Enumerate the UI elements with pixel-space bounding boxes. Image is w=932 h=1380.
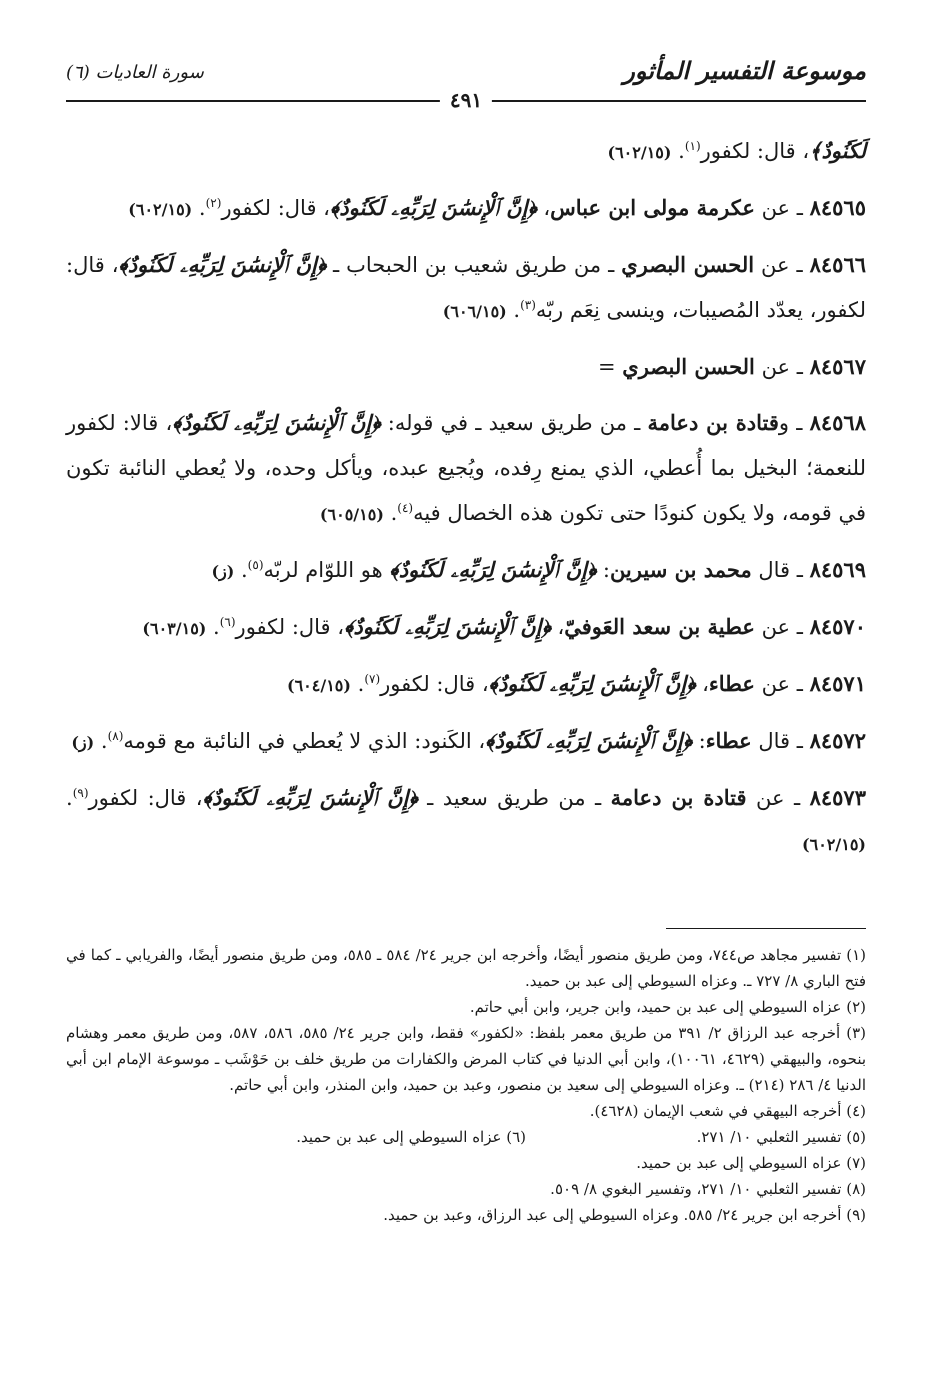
footnote-marker: (٦) (219, 615, 236, 629)
entry-text: ، قال: لكفور (88, 786, 203, 810)
narrator-name: الحسن البصري (622, 354, 755, 379)
source-reference: (٦٠٤/١٥) (286, 676, 351, 695)
narrator-name: الحسن البصري (621, 252, 755, 277)
footnote-7: (٧) عزاه السيوطي إلى عبد بن حميد. (636, 1154, 866, 1172)
footnote-6: (٦) عزاه السيوطي إلى عبد بن حميد. (296, 1128, 526, 1146)
footnote-2: (٢) عزاه السيوطي إلى عبد بن حميد، وابن جرير، وابن أبي حاتم. (469, 998, 866, 1016)
entry-text: . (206, 615, 220, 639)
entry-text: . (383, 501, 398, 525)
footnote-marker: (٨) (107, 729, 124, 743)
entry-text: . (506, 298, 521, 322)
footnote-marker: (٢) (205, 196, 222, 210)
entry-text: . (66, 786, 73, 810)
entry-text: . (350, 672, 365, 696)
entry-text: ، قالا: لكفور للنعمة؛ البخيل بما أُعطي، الذي يمنع رِفده، ويُجيع عبده، ويأكل وحده، ولا يُعطي النائبة تكون في قومه، ولا يكون كنودًا حتى تكون هذه الخصال فيه (66, 411, 866, 525)
quran-verse: ﴿إِنَّ ٱلْإِنسَٰنَ لِرَبِّهِۦ لَكَنُودٌ﴾ (202, 785, 418, 810)
entry-text: . (671, 139, 685, 163)
entry-text: . (192, 196, 206, 220)
footnote-8: (٨) تفسير الثعلبي ١٠/ ٢٧١، وتفسير البغوي ٨/ ٥٠٩. (550, 1180, 866, 1198)
quran-verse: لَكَنُودٌ﴾ (809, 138, 866, 163)
entry-text: ، قال: لكفور، يعدّد المُصيبات، وينسى نِعَم ربّه (66, 253, 866, 322)
entry-text: ـ عن (754, 196, 810, 220)
entry-text: = (597, 355, 623, 379)
entry-text: ، قال: لكفور (700, 139, 810, 163)
source-reference: (٦٠٢/١٥) (128, 200, 193, 219)
entry-text: ـ من طريق شعيب بن الحبحاب ـ (326, 253, 622, 277)
entry-text: ، (536, 196, 551, 220)
entry-number: ٨٤٥٦٩ (809, 557, 866, 582)
entry-text: ـ من طريق سعيد ـ (417, 786, 611, 810)
narration-entry (66, 344, 866, 390)
entry-number: ٨٤٥٦٥ (809, 195, 866, 220)
narration-entry (66, 128, 866, 175)
narration-entry (66, 661, 866, 708)
entry-text: ـ عن (754, 672, 810, 696)
source-reference: (٦٠٦/١٥) (442, 302, 507, 321)
entry-number: ٨٤٥٦٨ (809, 410, 866, 435)
entry-text: . (94, 729, 108, 753)
quran-verse: ﴿إِنَّ ٱلْإِنسَٰنَ لِرَبِّهِۦ لَكَنُودٌ﴾ (488, 671, 696, 696)
entry-text: ـ عن (754, 615, 810, 639)
entry-text: : (596, 558, 610, 582)
narrator-name: عكرمة مولى ابن عباس (550, 195, 755, 220)
footnote-4: (٤) أخرجه البيهقي في شعب الإيمان (٤٦٢٨). (589, 1102, 866, 1120)
main-text (66, 128, 866, 877)
narrator-name: عطاء (708, 671, 755, 696)
narrator-name: قتادة بن دعامة (610, 785, 747, 810)
footnote-marker: (٩) (72, 786, 89, 800)
footnote-marker: (٣) (520, 298, 536, 312)
footnotes (66, 942, 866, 1228)
entry-text: ، قال: لكفور (235, 615, 345, 639)
quran-verse: ﴿إِنَّ ٱلْإِنسَٰنَ لِرَبِّهِۦ لَكَنُودٌ﴾ (344, 614, 551, 639)
footnote-separator (666, 928, 866, 929)
footnote-marker: (٥) (247, 558, 264, 572)
footnote-9: (٩) أخرجه ابن جرير ٢٤/ ٥٨٥. وعزاه السيوطي إلى عبد الرزاق، وعبد بن حميد. (383, 1206, 866, 1224)
entry-text: ، قال: لكفور (221, 196, 330, 220)
narrator-name: محمد بن سيرين (609, 557, 752, 582)
quran-verse: ﴿إِنَّ ٱلْإِنسَٰنَ لِرَبِّهِۦ لَكَنُودٌ﴾ (329, 195, 537, 220)
book-title: موسوعة التفسير المأثور (623, 56, 866, 85)
entry-text: ـ عن (754, 355, 810, 379)
page-header (66, 40, 866, 110)
entry-text: ـ عن (754, 253, 810, 277)
entry-text: ـ قال (751, 729, 810, 753)
quran-verse: ﴿إِنَّ ٱلْإِنسَٰنَ لِرَبِّهِۦ لَكَنُودٌ﴾ (485, 728, 692, 753)
entry-text: ، (550, 615, 565, 639)
entry-number: ٨٤٥٧١ (809, 671, 866, 696)
source-reference: (٦٠٥/١٥) (319, 505, 384, 524)
entry-text: ـ قال (751, 558, 810, 582)
entry-number: ٨٤٥٧٢ (809, 728, 866, 753)
entry-text: ، قال: لكفور (380, 672, 489, 696)
page-number: ٤٩١ (440, 88, 492, 112)
narrator-name: عطاء (705, 728, 752, 753)
source-reference: (ز) (211, 562, 235, 581)
quran-verse: ﴿إِنَّ ٱلْإِنسَٰنَ لِرَبِّهِۦ لَكَنُودٌ﴾ (118, 252, 327, 277)
entry-number: ٨٤٥٧٣ (809, 785, 866, 810)
entry-text: : (691, 729, 706, 753)
entry-text: . (234, 558, 248, 582)
narration-entry (66, 718, 866, 765)
source-reference: (٦٠٢/١٥) (607, 143, 672, 162)
quran-verse: ﴿إِنَّ ٱلْإِنسَٰنَ لِرَبِّهِۦ لَكَنُودٌ﴾ (389, 557, 597, 582)
narrator-name: عطية بن سعد العَوفيّ (564, 614, 755, 639)
entry-number: ٨٤٥٦٧ (809, 354, 866, 379)
entry-text: ـ و (778, 411, 810, 435)
footnote-3: (٣) أخرجه عبد الرزاق ٢/ ٣٩١ من طريق معمر بلفظ: «لكفور» فقط، وابن جرير ٢٤/ ٥٨٥، ٥٨٦، ٥٨٧، ومن طريق معمر وهشام بنحوه، والبيهقي (٤٦٢٩، ١٠٠٦١)، وابن أبي الدنيا في كتاب المرض والكفارات من طريق خلف بن حَوْشَب ـ موسوعة الإمام ابن أبي الدنيا ٤/ ٢٨٦ (٢١٤) ـ. وعزاه السيوطي إلى سعيد بن منصور، وعبد بن حميد، وابن المنذر، وابن أبي حاتم. (66, 1024, 867, 1094)
narrator-name: قتادة بن دعامة (647, 410, 779, 435)
footnote-1: (١) تفسير مجاهد ص٧٤٤، ومن طريق منصور أيضًا، وأخرجه ابن جرير ٢٤/ ٥٨٤ ـ ٥٨٥، ومن طريق منصور أيضًا، والفريابي ـ كما في فتح الباري ٨/ ٧٢٧ ـ. وعزاه السيوطي إلى عبد بن حميد. (66, 946, 867, 990)
narration-entry (66, 775, 866, 867)
source-reference: (ز) (71, 733, 95, 752)
quran-verse: ﴿إِنَّ ٱلْإِنسَٰنَ لِرَبِّهِۦ لَكَنُودٌ﴾ (172, 410, 381, 435)
footnote-5: (٥) تفسير الثعلبي ١٠/ ٢٧١. (696, 1128, 866, 1146)
sura-label: سورة العاديات (٦) (66, 62, 204, 83)
entry-text: ، الكَنود: الذي لا يُعطي في النائبة مع قومه (123, 729, 486, 753)
source-reference: (٦٠٢/١٥) (802, 835, 866, 854)
entry-number: ٨٤٥٧٠ (809, 614, 866, 639)
entry-number: ٨٤٥٦٦ (809, 252, 867, 277)
source-reference: (٦٠٣/١٥) (142, 619, 207, 638)
footnote-marker: (١) (684, 139, 701, 153)
footnote-marker: (٧) (364, 672, 381, 686)
narration-entry (66, 604, 866, 651)
narration-entry (66, 400, 866, 537)
entry-text: ـ من طريق سعيد ـ في قوله: (380, 411, 648, 435)
footnote-row-5-6 (66, 1124, 866, 1150)
narration-entry (66, 547, 866, 594)
entry-text: ، (695, 672, 709, 696)
entry-text: هو اللوّام لربّه (263, 558, 390, 582)
narration-entry (66, 242, 866, 334)
entry-text: ـ عن (746, 786, 810, 810)
footnote-marker: (٤) (397, 501, 414, 515)
narration-entry (66, 185, 866, 232)
